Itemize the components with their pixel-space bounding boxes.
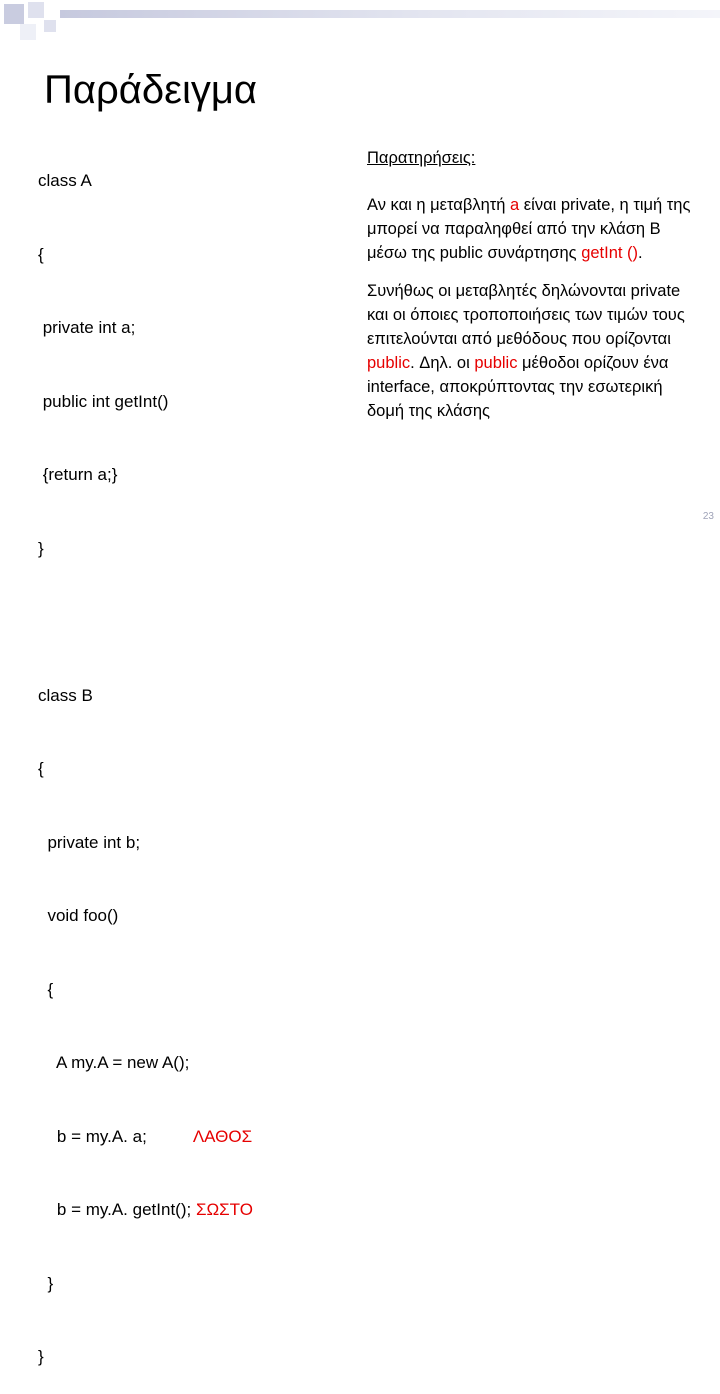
note-text: . Δηλ. οι — [410, 354, 475, 372]
code-line: A my.A = new A(); — [38, 1053, 190, 1072]
code-line: } — [38, 1273, 54, 1293]
code-text: b = my.A. a; — [38, 1126, 147, 1146]
note-highlight: public — [367, 354, 411, 372]
code-line: } — [38, 538, 44, 558]
header-bar — [60, 10, 720, 18]
note-text: είναι private, η τιμή της μπορεί να παραληφθεί από την κλάση Β μέσω της public συνάρτησης — [367, 196, 691, 262]
code-line: {return a;} — [38, 465, 118, 484]
wrong-label: ΛΑΘΟΣ — [192, 1126, 253, 1146]
code-sample — [38, 120, 253, 1394]
code-line-wrong — [38, 1125, 253, 1150]
code-line: { — [38, 244, 44, 264]
note-paragraph-2 — [367, 279, 697, 423]
note-paragraph-1 — [367, 193, 697, 265]
note-text: Αν και η μεταβλητή — [367, 196, 511, 214]
code-line: } — [38, 1347, 44, 1366]
code-text: b = my.A. getInt(); — [38, 1200, 192, 1219]
corner-square-1 — [4, 4, 24, 24]
corner-square-3 — [20, 24, 36, 40]
code-line: class B — [38, 685, 93, 705]
notes-panel — [367, 146, 697, 423]
page-number: 23 — [702, 511, 714, 522]
code-line: { — [38, 759, 44, 778]
note-highlight: getInt () — [581, 244, 639, 262]
note-text: . — [638, 244, 643, 262]
code-line: class A — [38, 171, 92, 190]
code-line: private int a; — [38, 318, 136, 337]
note-text: Συνήθως οι μεταβλητές δηλώνονται private και οι όποιες τροποποιήσεις των τιμών τους επιτελούνται από μεθόδους που ορίζονται — [367, 282, 685, 348]
correct-label: ΣΩΣΤΟ — [195, 1200, 253, 1219]
note-text: μέθοδοι ορίζουν ένα interface, αποκρύπτοντας την εσωτερική δομή της κλάσης — [367, 354, 669, 420]
code-line: void foo() — [38, 906, 119, 925]
code-line: { — [38, 979, 54, 999]
corner-square-4 — [44, 20, 56, 32]
slide-title: Παράδειγμα — [44, 68, 258, 112]
note-highlight: a — [510, 196, 520, 214]
notes-heading: Παρατηρήσεις: — [367, 149, 476, 167]
note-highlight: public — [474, 354, 518, 372]
code-line: public int getInt() — [38, 391, 169, 411]
corner-square-2 — [28, 2, 44, 18]
code-line: private int b; — [38, 832, 141, 852]
code-line-correct — [38, 1198, 253, 1223]
